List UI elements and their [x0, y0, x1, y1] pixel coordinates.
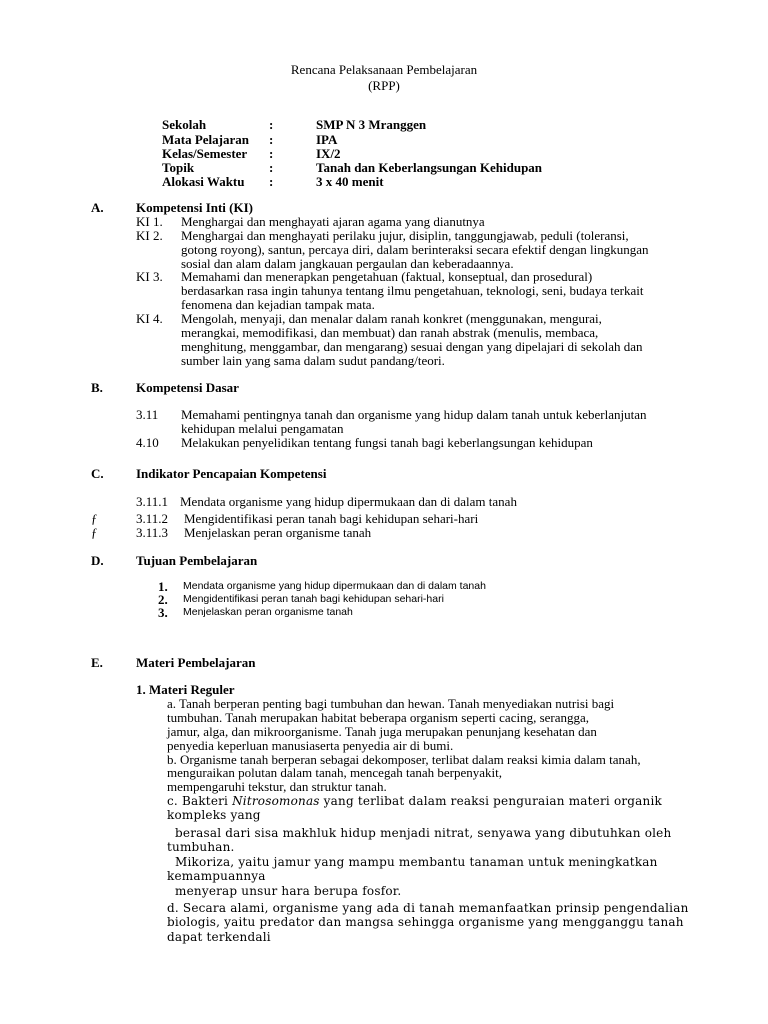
material-text: kemampuannya: [167, 869, 266, 883]
indicator-code: 3.11.1: [136, 494, 169, 509]
subsection-heading: 1. Materi Reguler: [136, 682, 235, 697]
species-name: Nitrosomonas: [232, 794, 320, 808]
ki-text: Memahami dan menerapkan pengetahuan (faktual, konseptual, dan prosedural): [181, 269, 593, 284]
identity-sep: :: [269, 117, 274, 132]
material-text: menyerap unsur hara berupa fosfor.: [167, 884, 402, 898]
identity-label: Mata Pelajaran: [162, 132, 250, 147]
section-letter: E.: [91, 655, 103, 670]
page-subtitle: (RPP): [368, 78, 400, 93]
goal-number: 3.: [158, 605, 168, 620]
material-text: d. Secara alami, organisme yang ada di tanah memanfaatkan prinsip pengendalian: [167, 901, 689, 915]
section-heading: Kompetensi Inti (KI): [136, 200, 253, 215]
ki-code: KI 3.: [136, 269, 163, 284]
identity-value: IX/2: [316, 146, 341, 161]
identity-value: SMP N 3 Mranggen: [316, 117, 427, 132]
material-text: dapat terkendali: [167, 930, 271, 944]
identity-sep: :: [269, 132, 274, 147]
section-letter: D.: [91, 553, 104, 568]
material-text: penyedia keperluan manusiaserta penyedia air di bumi.: [167, 738, 454, 753]
identity-sep: :: [269, 146, 274, 161]
goal-text: Menjelaskan peran organisme tanah: [183, 606, 353, 618]
identity-label: Alokasi Waktu: [162, 174, 245, 189]
material-text: b. Organisme tanah berperan sebagai dekomposer, terlibat dalam reaksi kimia dalam tanah,: [167, 752, 641, 767]
kd-code: 3.11: [136, 407, 159, 422]
ki-text: gotong royong), santun, percaya diri, dalam berinteraksi secara efektif dengan lingkungan: [181, 242, 649, 257]
indicator-code: 3.11.2: [136, 511, 169, 526]
goal-number: 1.: [158, 579, 168, 594]
material-text: biologis, yaitu predator dan mangsa sehingga organisme yang mengganggu tanah: [167, 915, 684, 929]
kd-code: 4.10: [136, 435, 159, 450]
ki-text: merangkai, memodifikasi, dan membuat) dan ranah abstrak (menulis, membaca,: [181, 325, 599, 340]
indicator-text: Mendata organisme yang hidup dipermukaan dan di dalam tanah: [180, 494, 517, 509]
identity-sep: :: [269, 174, 274, 189]
kd-text: Memahami pentingnya tanah dan organisme yang hidup dalam tanah untuk keberlanjutan: [181, 407, 647, 422]
material-text: a. Tanah berperan penting bagi tumbuhan dan hewan. Tanah menyediakan nutrisi bagi: [167, 696, 615, 711]
material-text: menguraikan polutan dalam tanah, mencegah tanah berpenyakit,: [167, 765, 502, 780]
material-text: kompleks yang: [167, 808, 261, 822]
ki-text: fenomena dan kejadian tampak mata.: [181, 297, 375, 312]
material-text: tumbuhan.: [167, 840, 235, 854]
goal-number: 2.: [158, 592, 168, 607]
section-heading: Indikator Pencapaian Kompetensi: [136, 466, 327, 481]
section-letter: C.: [91, 466, 104, 481]
bullet-icon: ƒ: [91, 511, 98, 526]
section-letter: A.: [91, 200, 104, 215]
material-text: tumbuhan. Tanah merupakan habitat beberapa organism seperti cacing, serangga,: [167, 710, 590, 725]
bullet-icon: ƒ: [91, 525, 98, 540]
kd-text: kehidupan melalui pengamatan: [181, 421, 344, 436]
material-text: Mikoriza, yaitu jamur yang mampu membantu tanaman untuk meningkatkan: [167, 855, 658, 869]
ki-text: berdasarkan rasa ingin tahunya tentang ilmu pengetahuan, teknologi, seni, budaya terkait: [181, 283, 644, 298]
identity-value: Tanah dan Keberlangsungan Kehidupan: [316, 160, 543, 175]
identity-label: Kelas/Semester: [162, 146, 248, 161]
section-letter: B.: [91, 380, 103, 395]
ki-text: Menghargai dan menghayati perilaku jujur, disiplin, tanggungjawab, peduli (toleransi,: [181, 228, 629, 243]
ki-code: KI 1.: [136, 214, 163, 229]
section-heading: Kompetensi Dasar: [136, 380, 239, 395]
identity-value: IPA: [316, 132, 338, 147]
ki-text: menghitung, menggambar, dan mengarang) sesuai dengan yang dipelajari di sekolah dan: [181, 339, 643, 354]
goal-text: Mengidentifikasi peran tanah bagi kehidupan sehari-hari: [183, 593, 444, 605]
ki-text: sumber lain yang sama dalam sudut pandang/teori.: [181, 353, 445, 368]
indicator-text: Mengidentifikasi peran tanah bagi kehidupan sehari-hari: [184, 511, 479, 526]
kd-text: Melakukan penyelidikan tentang fungsi tanah bagi keberlangsungan kehidupan: [181, 435, 593, 450]
identity-label: Topik: [162, 160, 195, 175]
ki-code: KI 2.: [136, 228, 163, 243]
section-heading: Materi Pembelajaran: [136, 655, 256, 670]
section-heading: Tujuan Pembelajaran: [136, 553, 258, 568]
ki-code: KI 4.: [136, 311, 163, 326]
ki-text: Menghargai dan menghayati ajaran agama yang dianutnya: [181, 214, 485, 229]
identity-label: Sekolah: [162, 117, 207, 132]
material-text: berasal dari sisa makhluk hidup menjadi nitrat, senyawa yang dibutuhkan oleh: [167, 826, 672, 840]
ki-text: Mengolah, menyaji, dan menalar dalam ranah konkret (menggunakan, mengurai,: [181, 311, 602, 326]
goal-text: Mendata organisme yang hidup dipermukaan dan di dalam tanah: [183, 580, 486, 592]
page-title: Rencana Pelaksanaan Pembelajaran: [290, 62, 478, 77]
material-text: mempengaruhi tekstur, dan struktur tanah.: [167, 779, 387, 794]
material-text: c. Bakteri Nitrosomonas yang terlibat dalam reaksi penguraian materi organik: [167, 794, 662, 808]
indicator-code: 3.11.3: [136, 525, 169, 540]
identity-value: 3 x 40 menit: [316, 174, 384, 189]
indicator-text: Menjelaskan peran organisme tanah: [184, 525, 372, 540]
material-text: jamur, alga, dan mikroorganisme. Tanah juga merupakan penunjang kesehatan dan: [167, 724, 597, 739]
ki-text: sosial dan alam dalam jangkauan pergaulan dan keberadaannya.: [181, 256, 514, 271]
identity-sep: :: [269, 160, 274, 175]
